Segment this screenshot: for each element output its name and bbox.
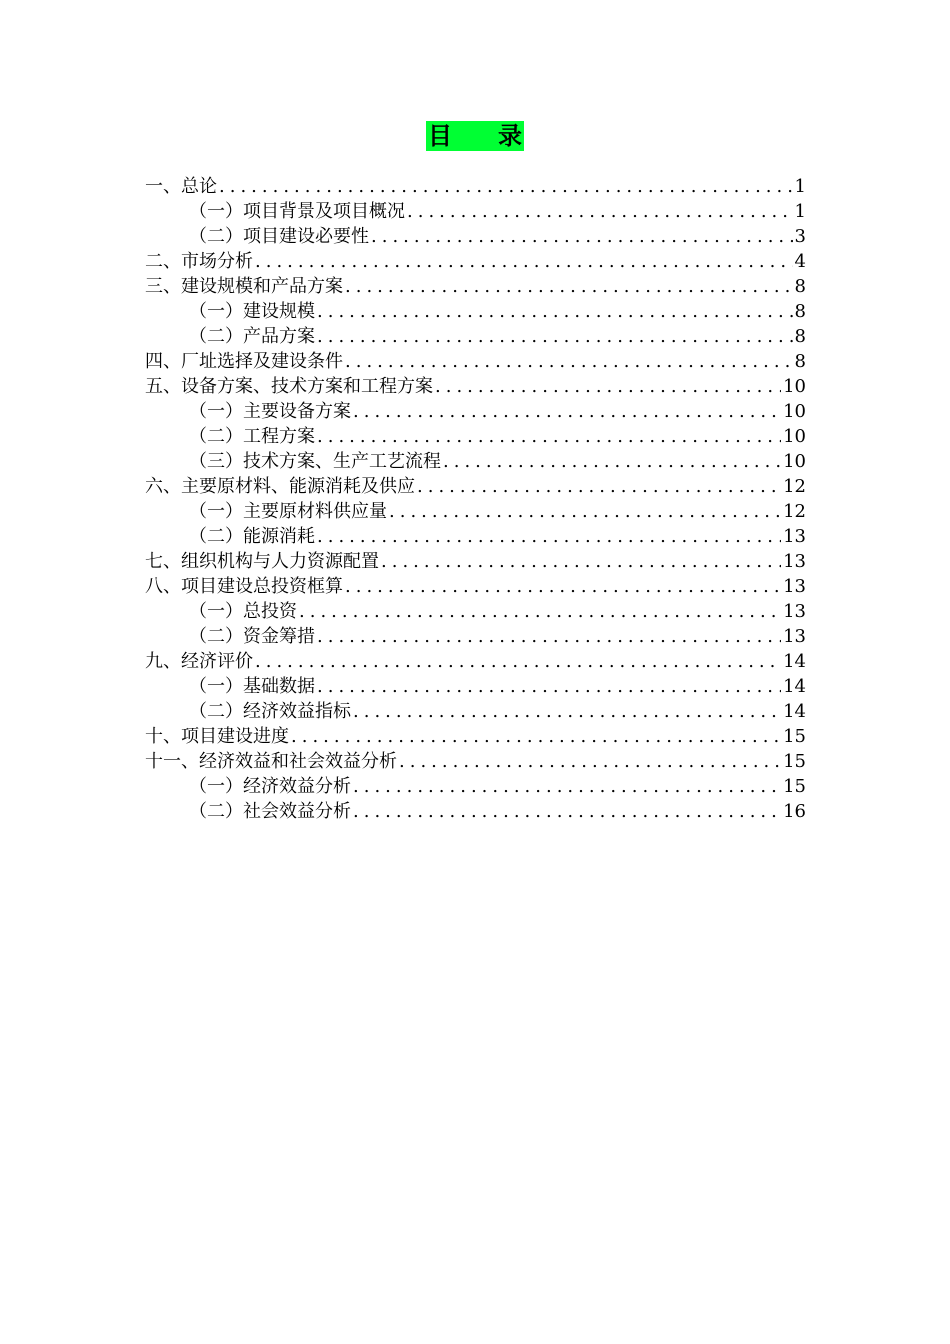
toc-entry-label: 八、项目建设总投资框算 [145, 576, 343, 597]
toc-dot-leader [389, 499, 781, 524]
toc-entry-label: 十、项目建设进度 [145, 726, 289, 747]
toc-dot-leader [371, 224, 793, 249]
toc-page-number: 14 [783, 676, 806, 697]
toc-entry[interactable] [145, 374, 806, 399]
toc-entry[interactable] [145, 174, 806, 199]
toc-page-number: 12 [783, 501, 806, 522]
toc-entry-label: （二）资金筹措 [189, 626, 315, 647]
toc-page-number: 8 [794, 326, 806, 347]
toc-page-number: 13 [783, 576, 806, 597]
toc-entry-label: （二）经济效益指标 [189, 701, 351, 722]
toc-page-number: 15 [783, 776, 806, 797]
toc-page-number: 3 [794, 226, 806, 247]
toc-page-number: 14 [783, 651, 806, 672]
toc-dot-leader [353, 799, 781, 824]
toc-page-number: 10 [783, 426, 806, 447]
toc-page-number: 10 [783, 401, 806, 422]
toc-page-number: 15 [783, 751, 806, 772]
toc-page-number: 12 [783, 476, 806, 497]
toc-page-number: 15 [783, 726, 806, 747]
toc-entry-label: 六、主要原材料、能源消耗及供应 [145, 476, 415, 497]
toc-entry[interactable] [145, 274, 806, 299]
toc-entry-label: （一）项目背景及项目概况 [189, 201, 405, 222]
toc-dot-leader [345, 349, 793, 374]
table-of-contents [145, 174, 806, 824]
toc-page-number: 8 [794, 351, 806, 372]
toc-entry[interactable] [145, 724, 806, 749]
toc-entry-label: 十一、经济效益和社会效益分析 [145, 751, 397, 772]
toc-entry[interactable] [145, 199, 806, 224]
toc-entry[interactable] [145, 624, 806, 649]
toc-dot-leader [353, 399, 781, 424]
toc-entry[interactable] [145, 599, 806, 624]
toc-dot-leader [317, 624, 781, 649]
toc-entry-label: （二）工程方案 [189, 426, 315, 447]
toc-entry[interactable] [145, 549, 806, 574]
toc-entry[interactable] [145, 799, 806, 824]
toc-dot-leader [417, 474, 781, 499]
toc-entry[interactable] [145, 449, 806, 474]
toc-entry-label: （一）总投资 [189, 601, 297, 622]
toc-page-number: 8 [794, 301, 806, 322]
toc-entry-label: 一、总论 [145, 176, 217, 197]
toc-entry-label: 三、建设规模和产品方案 [145, 276, 343, 297]
toc-entry[interactable] [145, 674, 806, 699]
toc-page-number: 1 [794, 176, 806, 197]
toc-dot-leader [299, 599, 781, 624]
toc-entry[interactable] [145, 524, 806, 549]
toc-entry[interactable] [145, 774, 806, 799]
toc-entry[interactable] [145, 324, 806, 349]
toc-page-number: 1 [794, 201, 806, 222]
toc-page-number: 10 [783, 451, 806, 472]
toc-dot-leader [317, 524, 781, 549]
toc-entry-label: 四、厂址选择及建设条件 [145, 351, 343, 372]
toc-entry[interactable] [145, 474, 806, 499]
toc-entry[interactable] [145, 224, 806, 249]
toc-title-second-char: 录 [498, 122, 522, 150]
toc-entry[interactable] [145, 249, 806, 274]
toc-entry-label: （一）主要原材料供应量 [189, 501, 387, 522]
toc-dot-leader [353, 774, 781, 799]
toc-entry-label: （一）主要设备方案 [189, 401, 351, 422]
toc-dot-leader [317, 424, 781, 449]
toc-entry-label: （二）产品方案 [189, 326, 315, 347]
toc-dot-leader [317, 299, 793, 324]
toc-dot-leader [345, 574, 781, 599]
title-container [0, 121, 950, 151]
toc-dot-leader [345, 274, 793, 299]
toc-dot-leader [399, 749, 781, 774]
toc-entry-label: 七、组织机构与人力资源配置 [145, 551, 379, 572]
toc-dot-leader [219, 174, 793, 199]
toc-page-number: 13 [783, 526, 806, 547]
toc-entry-label: （二）能源消耗 [189, 526, 315, 547]
toc-dot-leader [317, 324, 793, 349]
toc-title [426, 121, 524, 151]
toc-entry-label: （一）经济效益分析 [189, 776, 351, 797]
toc-entry[interactable] [145, 399, 806, 424]
toc-page-number: 13 [783, 626, 806, 647]
toc-entry[interactable] [145, 749, 806, 774]
toc-page-number: 16 [783, 801, 806, 822]
toc-entry-label: （三）技术方案、生产工艺流程 [189, 451, 441, 472]
toc-page-number: 10 [783, 376, 806, 397]
toc-page-number: 8 [794, 276, 806, 297]
toc-entry-label: 二、市场分析 [145, 251, 253, 272]
toc-entry-label: 九、经济评价 [145, 651, 253, 672]
toc-dot-leader [291, 724, 781, 749]
toc-entry-label: （一）基础数据 [189, 676, 315, 697]
toc-entry-label: （二）社会效益分析 [189, 801, 351, 822]
toc-dot-leader [255, 249, 793, 274]
toc-entry[interactable] [145, 649, 806, 674]
toc-title-first-char: 目 [428, 122, 452, 150]
toc-entry[interactable] [145, 499, 806, 524]
toc-page-number: 4 [794, 251, 806, 272]
toc-entry[interactable] [145, 574, 806, 599]
toc-dot-leader [435, 374, 781, 399]
toc-entry[interactable] [145, 424, 806, 449]
toc-dot-leader [255, 649, 781, 674]
toc-dot-leader [353, 699, 781, 724]
toc-entry[interactable] [145, 299, 806, 324]
toc-dot-leader [443, 449, 781, 474]
toc-page-number: 14 [783, 701, 806, 722]
toc-entry[interactable] [145, 349, 806, 374]
toc-entry[interactable] [145, 699, 806, 724]
toc-entry-label: 五、设备方案、技术方案和工程方案 [145, 376, 433, 397]
toc-page-number: 13 [783, 601, 806, 622]
toc-entry-label: （二）项目建设必要性 [189, 226, 369, 247]
toc-entry-label: （一）建设规模 [189, 301, 315, 322]
toc-dot-leader [381, 549, 781, 574]
toc-page-number: 13 [783, 551, 806, 572]
toc-dot-leader [407, 199, 793, 224]
toc-dot-leader [317, 674, 781, 699]
